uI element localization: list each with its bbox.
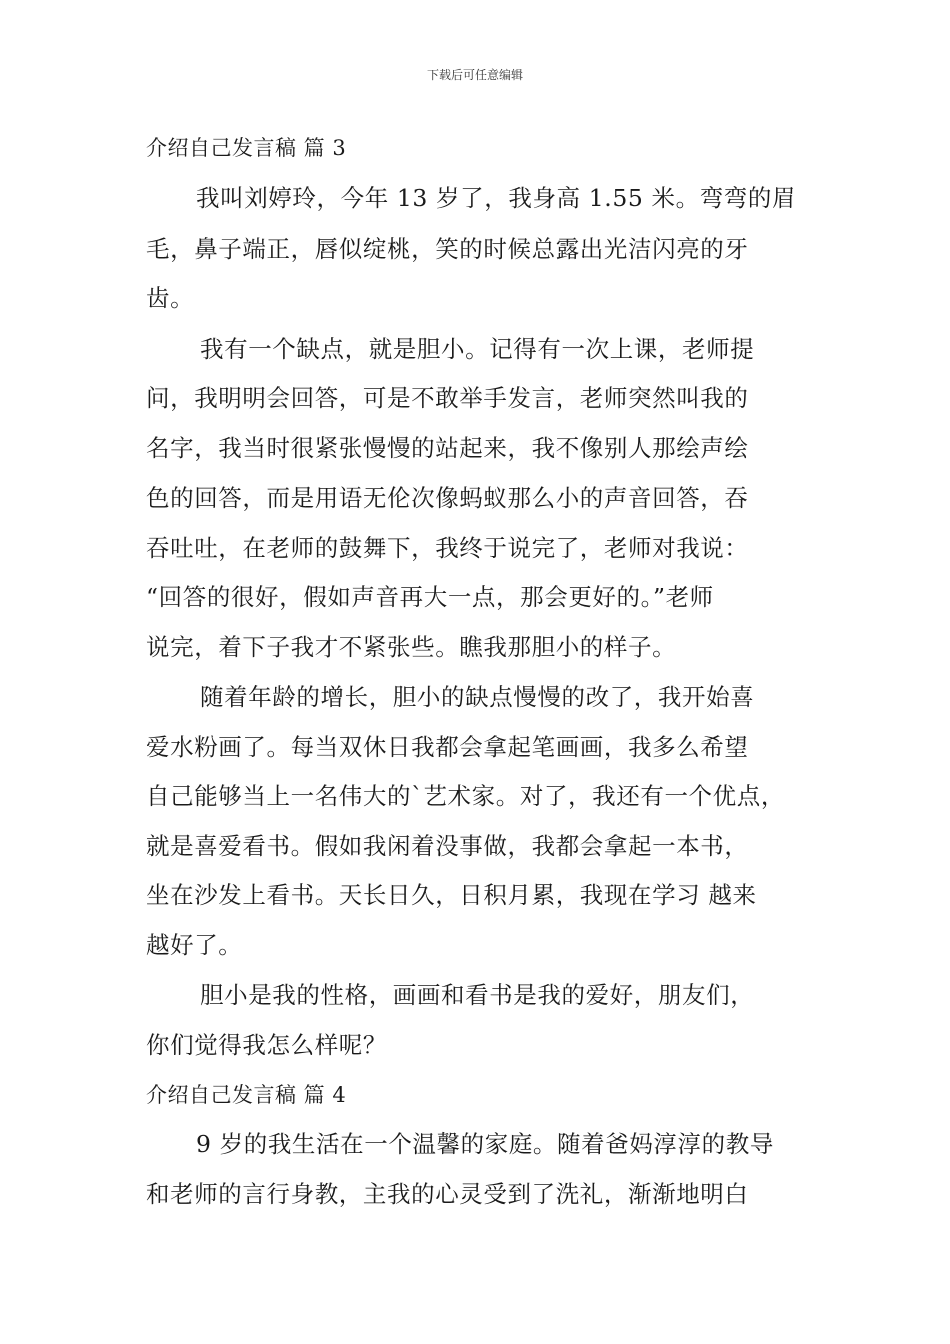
paragraph-line: 你们觉得我怎么样呢？ (146, 1031, 387, 1059)
paragraph-line: 齿。 (146, 284, 195, 312)
paragraph-line: 我有一个缺点，就是胆小。记得有一次上课，老师提 (200, 335, 755, 363)
paragraph-line: 说完，着下子我才不紧张些。瞧我那胆小的样子。 (146, 633, 677, 661)
paragraph-line: 毛，鼻子端正，唇似绽桃，笑的时候总露出光洁闪亮的牙 (146, 235, 749, 263)
paragraph-line: 名字，我当时很紧张慢慢的站起来，我不像别人那绘声绘 (146, 434, 749, 462)
paragraph-line: 坐在沙发上看书。天长日久，日积月累，我现在学习 越来 (146, 881, 757, 909)
section-title: 介绍自己发言稿 篇 3 (146, 136, 347, 160)
paragraph-line: 爱水粉画了。每当双休日我都会拿起笔画画，我多么希望 (146, 733, 749, 761)
paragraph-line: 色的回答，而是用语无伦次像蚂蚁那么小的声音回答，吞 (146, 484, 749, 512)
paragraph-line: 9 岁的我生活在一个温馨的家庭。随着爸妈淳淳的教导 (196, 1130, 774, 1158)
paragraph-line: “回答的很好，假如声音再大一点，那会更好的。”老师 (146, 583, 714, 611)
paragraph-line: 我叫刘婷玲，今年 13 岁了，我身高 1.55 米。弯弯的眉 (196, 184, 797, 212)
paragraph-line: 胆小是我的性格，画画和看书是我的爱好，朋友们， (200, 981, 755, 1009)
page-header: 下载后可任意编辑 (426, 68, 523, 82)
paragraph-line: 问，我明明会回答，可是不敢举手发言，老师突然叫我的 (146, 384, 749, 412)
section-title: 介绍自己发言稿 篇 4 (146, 1083, 347, 1107)
paragraph-line: 自己能够当上一名伟大的`艺术家。对了，我还有一个优点， (146, 782, 785, 810)
paragraph-line: 吞吐吐，在老师的鼓舞下，我终于说完了，老师对我说： (146, 534, 749, 562)
paragraph-line: 越好了。 (146, 931, 243, 959)
paragraph-line: 随着年龄的增长，胆小的缺点慢慢的改了，我开始喜 (200, 683, 755, 711)
paragraph-line: 和老师的言行身教，主我的心灵受到了洗礼，渐渐地明白 (146, 1180, 749, 1208)
paragraph-line: 就是喜爱看书。假如我闲着没事做，我都会拿起一本书， (146, 832, 749, 860)
